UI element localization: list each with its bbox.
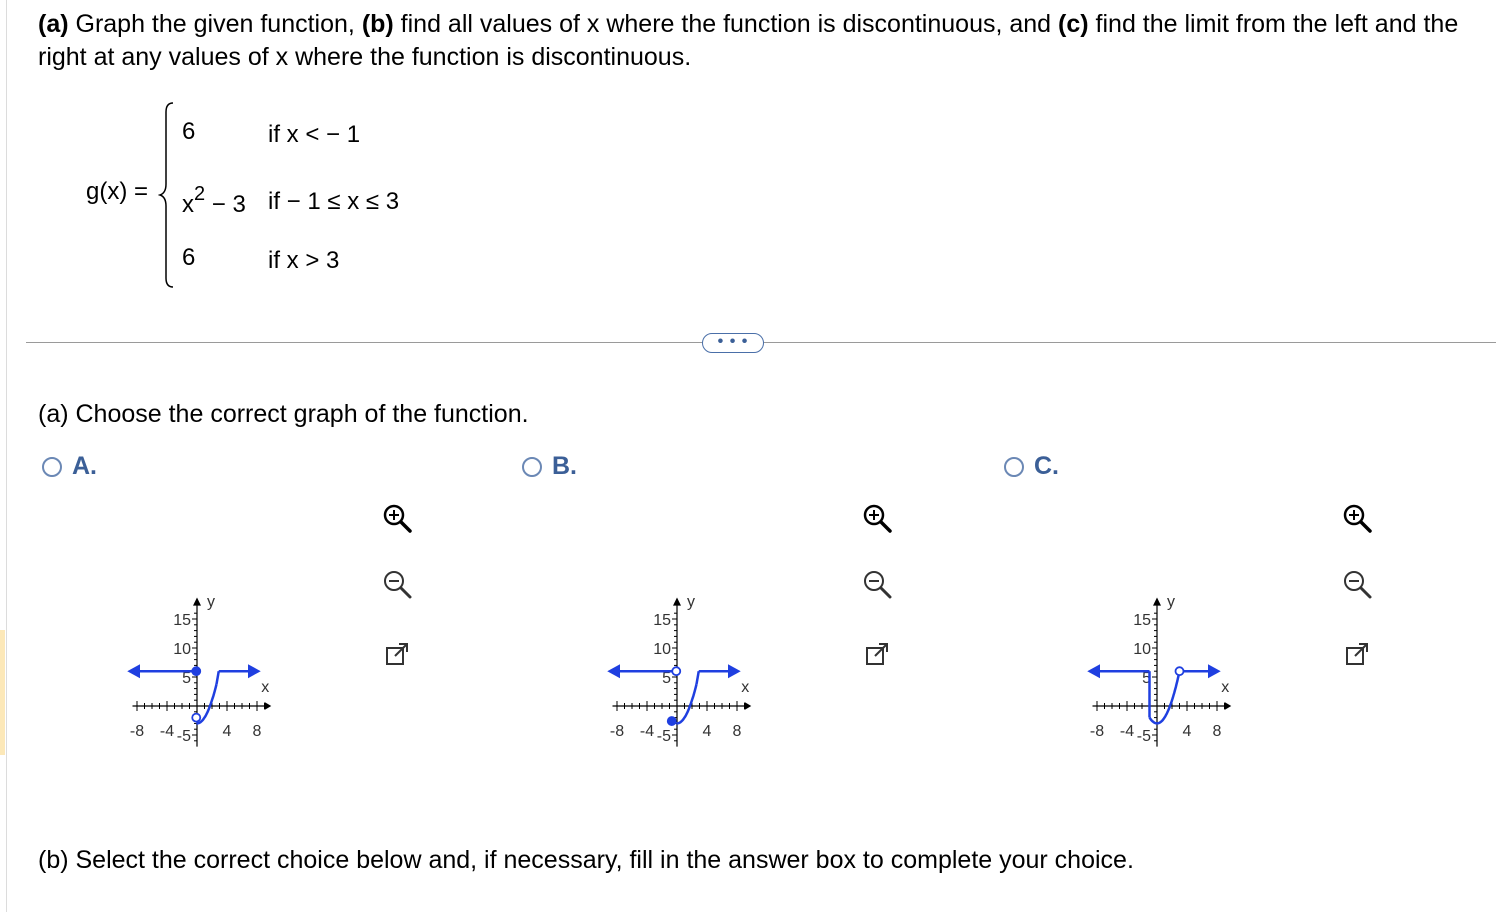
left-brace bbox=[158, 100, 178, 290]
x-tick-label: 8 bbox=[1212, 723, 1222, 740]
y-tick-label: -5 bbox=[176, 728, 191, 745]
y-axis-label: y bbox=[207, 593, 215, 611]
case-1-expr: 6 bbox=[182, 118, 196, 145]
y-tick-label: 5 bbox=[182, 670, 191, 687]
right-ray-arrow bbox=[1208, 664, 1221, 678]
x-axis-label: x bbox=[261, 679, 270, 696]
choice-b-label: B. bbox=[552, 452, 577, 480]
left-ray-arrow bbox=[1087, 664, 1100, 678]
right-ray-arrow bbox=[248, 664, 261, 678]
parabola-curve bbox=[676, 684, 696, 723]
zoom-out-icon[interactable] bbox=[376, 563, 418, 605]
part-c-label: (c) bbox=[1058, 10, 1089, 38]
choice-a-radio[interactable] bbox=[42, 457, 62, 477]
x-tick-label: -8 bbox=[609, 723, 625, 740]
y-axis-label: y bbox=[1167, 593, 1175, 611]
piecewise-function bbox=[86, 100, 506, 290]
x-tick-label: -8 bbox=[129, 723, 145, 740]
choice-a-label: A. bbox=[72, 452, 97, 480]
case-2-exponent: 2 bbox=[194, 183, 206, 205]
zoom-out-icon[interactable] bbox=[856, 563, 898, 605]
graph-c-svg bbox=[1020, 490, 1320, 780]
case-3-expr: 6 bbox=[182, 244, 196, 271]
y-tick-label: 15 bbox=[173, 612, 191, 629]
left-ray-arrow bbox=[607, 664, 620, 678]
part-b-text: find all values of x where the function is discontinuous, and bbox=[393, 10, 1059, 38]
x-axis-arrow bbox=[745, 702, 752, 710]
parabola-curve bbox=[1150, 671, 1180, 723]
question-text bbox=[38, 8, 1478, 74]
y-tick-label: 5 bbox=[1142, 670, 1151, 687]
y-axis-label: y bbox=[687, 593, 695, 611]
choice-c-radio[interactable] bbox=[1004, 457, 1024, 477]
more-button[interactable]: • • • bbox=[702, 333, 764, 353]
x-tick-label: -4 bbox=[639, 723, 655, 740]
left-scroll-marker bbox=[0, 630, 5, 755]
part-a-label: (a) bbox=[38, 10, 69, 38]
y-tick-label: 10 bbox=[173, 641, 191, 658]
choice-c[interactable] bbox=[1004, 452, 1059, 481]
x-tick-label: 4 bbox=[222, 723, 232, 740]
y-tick-label: 10 bbox=[653, 641, 671, 658]
part-b-label: (b) bbox=[361, 10, 394, 38]
open-external-icon[interactable] bbox=[376, 633, 418, 675]
y-axis-arrow bbox=[193, 598, 201, 606]
case-1-condition: if x < − 1 bbox=[268, 121, 361, 148]
rising-segment bbox=[217, 671, 219, 684]
choice-b[interactable] bbox=[522, 452, 577, 481]
x-tick-label: 8 bbox=[252, 723, 262, 740]
x-tick-label: -4 bbox=[1119, 723, 1135, 740]
y-axis-arrow bbox=[673, 598, 681, 606]
x-tick-label: 4 bbox=[702, 723, 712, 740]
y-tick-label: 15 bbox=[1133, 612, 1151, 629]
graph-a[interactable] bbox=[60, 490, 360, 780]
case-2-condition: if − 1 ≤ x ≤ 3 bbox=[268, 188, 400, 215]
choice-c-label: C. bbox=[1034, 452, 1059, 480]
right-ray-arrow bbox=[728, 664, 741, 678]
y-tick-label: 15 bbox=[653, 612, 671, 629]
case-3-condition: if x > 3 bbox=[268, 247, 340, 274]
closed-point bbox=[668, 717, 676, 725]
part-c-text: find the limit from the left and the right at any values of x where the function is discontinuous. bbox=[38, 10, 1459, 71]
x-tick-label: -4 bbox=[159, 723, 175, 740]
y-tick-label: 10 bbox=[1133, 641, 1151, 658]
open-external-icon[interactable] bbox=[1336, 633, 1378, 675]
zoom-in-icon[interactable] bbox=[856, 497, 898, 539]
x-tick-label: -8 bbox=[1089, 723, 1105, 740]
graph-a-svg bbox=[60, 490, 360, 780]
y-axis-arrow bbox=[1153, 598, 1161, 606]
part-b-prompt: (b) Select the correct choice below and, if necessary, fill in the answer box to complete your choice. bbox=[38, 846, 1134, 874]
part-a-text: Graph the given function, bbox=[68, 10, 362, 38]
open-point bbox=[1176, 667, 1184, 675]
y-tick-label: -5 bbox=[1136, 728, 1151, 745]
x-axis-arrow bbox=[265, 702, 272, 710]
open-point bbox=[672, 667, 680, 675]
part-a-prompt: (a) Choose the correct graph of the function. bbox=[38, 400, 529, 428]
zoom-in-icon[interactable] bbox=[1336, 497, 1378, 539]
function-lhs: g(x) = bbox=[86, 178, 149, 205]
y-tick-label: -5 bbox=[656, 728, 671, 745]
open-external-icon[interactable] bbox=[856, 633, 898, 675]
x-axis-label: x bbox=[1221, 679, 1230, 696]
case-2-rest: − 3 bbox=[205, 191, 246, 218]
zoom-in-icon[interactable] bbox=[376, 497, 418, 539]
zoom-out-icon[interactable] bbox=[1336, 563, 1378, 605]
x-axis-arrow bbox=[1225, 702, 1232, 710]
graph-b[interactable] bbox=[540, 490, 840, 780]
x-tick-label: 8 bbox=[732, 723, 742, 740]
graph-b-svg bbox=[540, 490, 840, 780]
x-axis-label: x bbox=[741, 679, 750, 696]
left-border bbox=[6, 0, 7, 912]
choice-b-radio[interactable] bbox=[522, 457, 542, 477]
left-ray-arrow bbox=[127, 664, 140, 678]
closed-point bbox=[192, 667, 200, 675]
graph-c[interactable] bbox=[1020, 490, 1320, 780]
choice-a[interactable] bbox=[42, 452, 97, 481]
y-tick-label: 5 bbox=[662, 670, 671, 687]
case-2-expr bbox=[182, 183, 246, 219]
case-2-base: x bbox=[182, 191, 194, 218]
open-point bbox=[192, 714, 200, 722]
rising-segment bbox=[697, 671, 699, 684]
x-tick-label: 4 bbox=[1182, 723, 1192, 740]
